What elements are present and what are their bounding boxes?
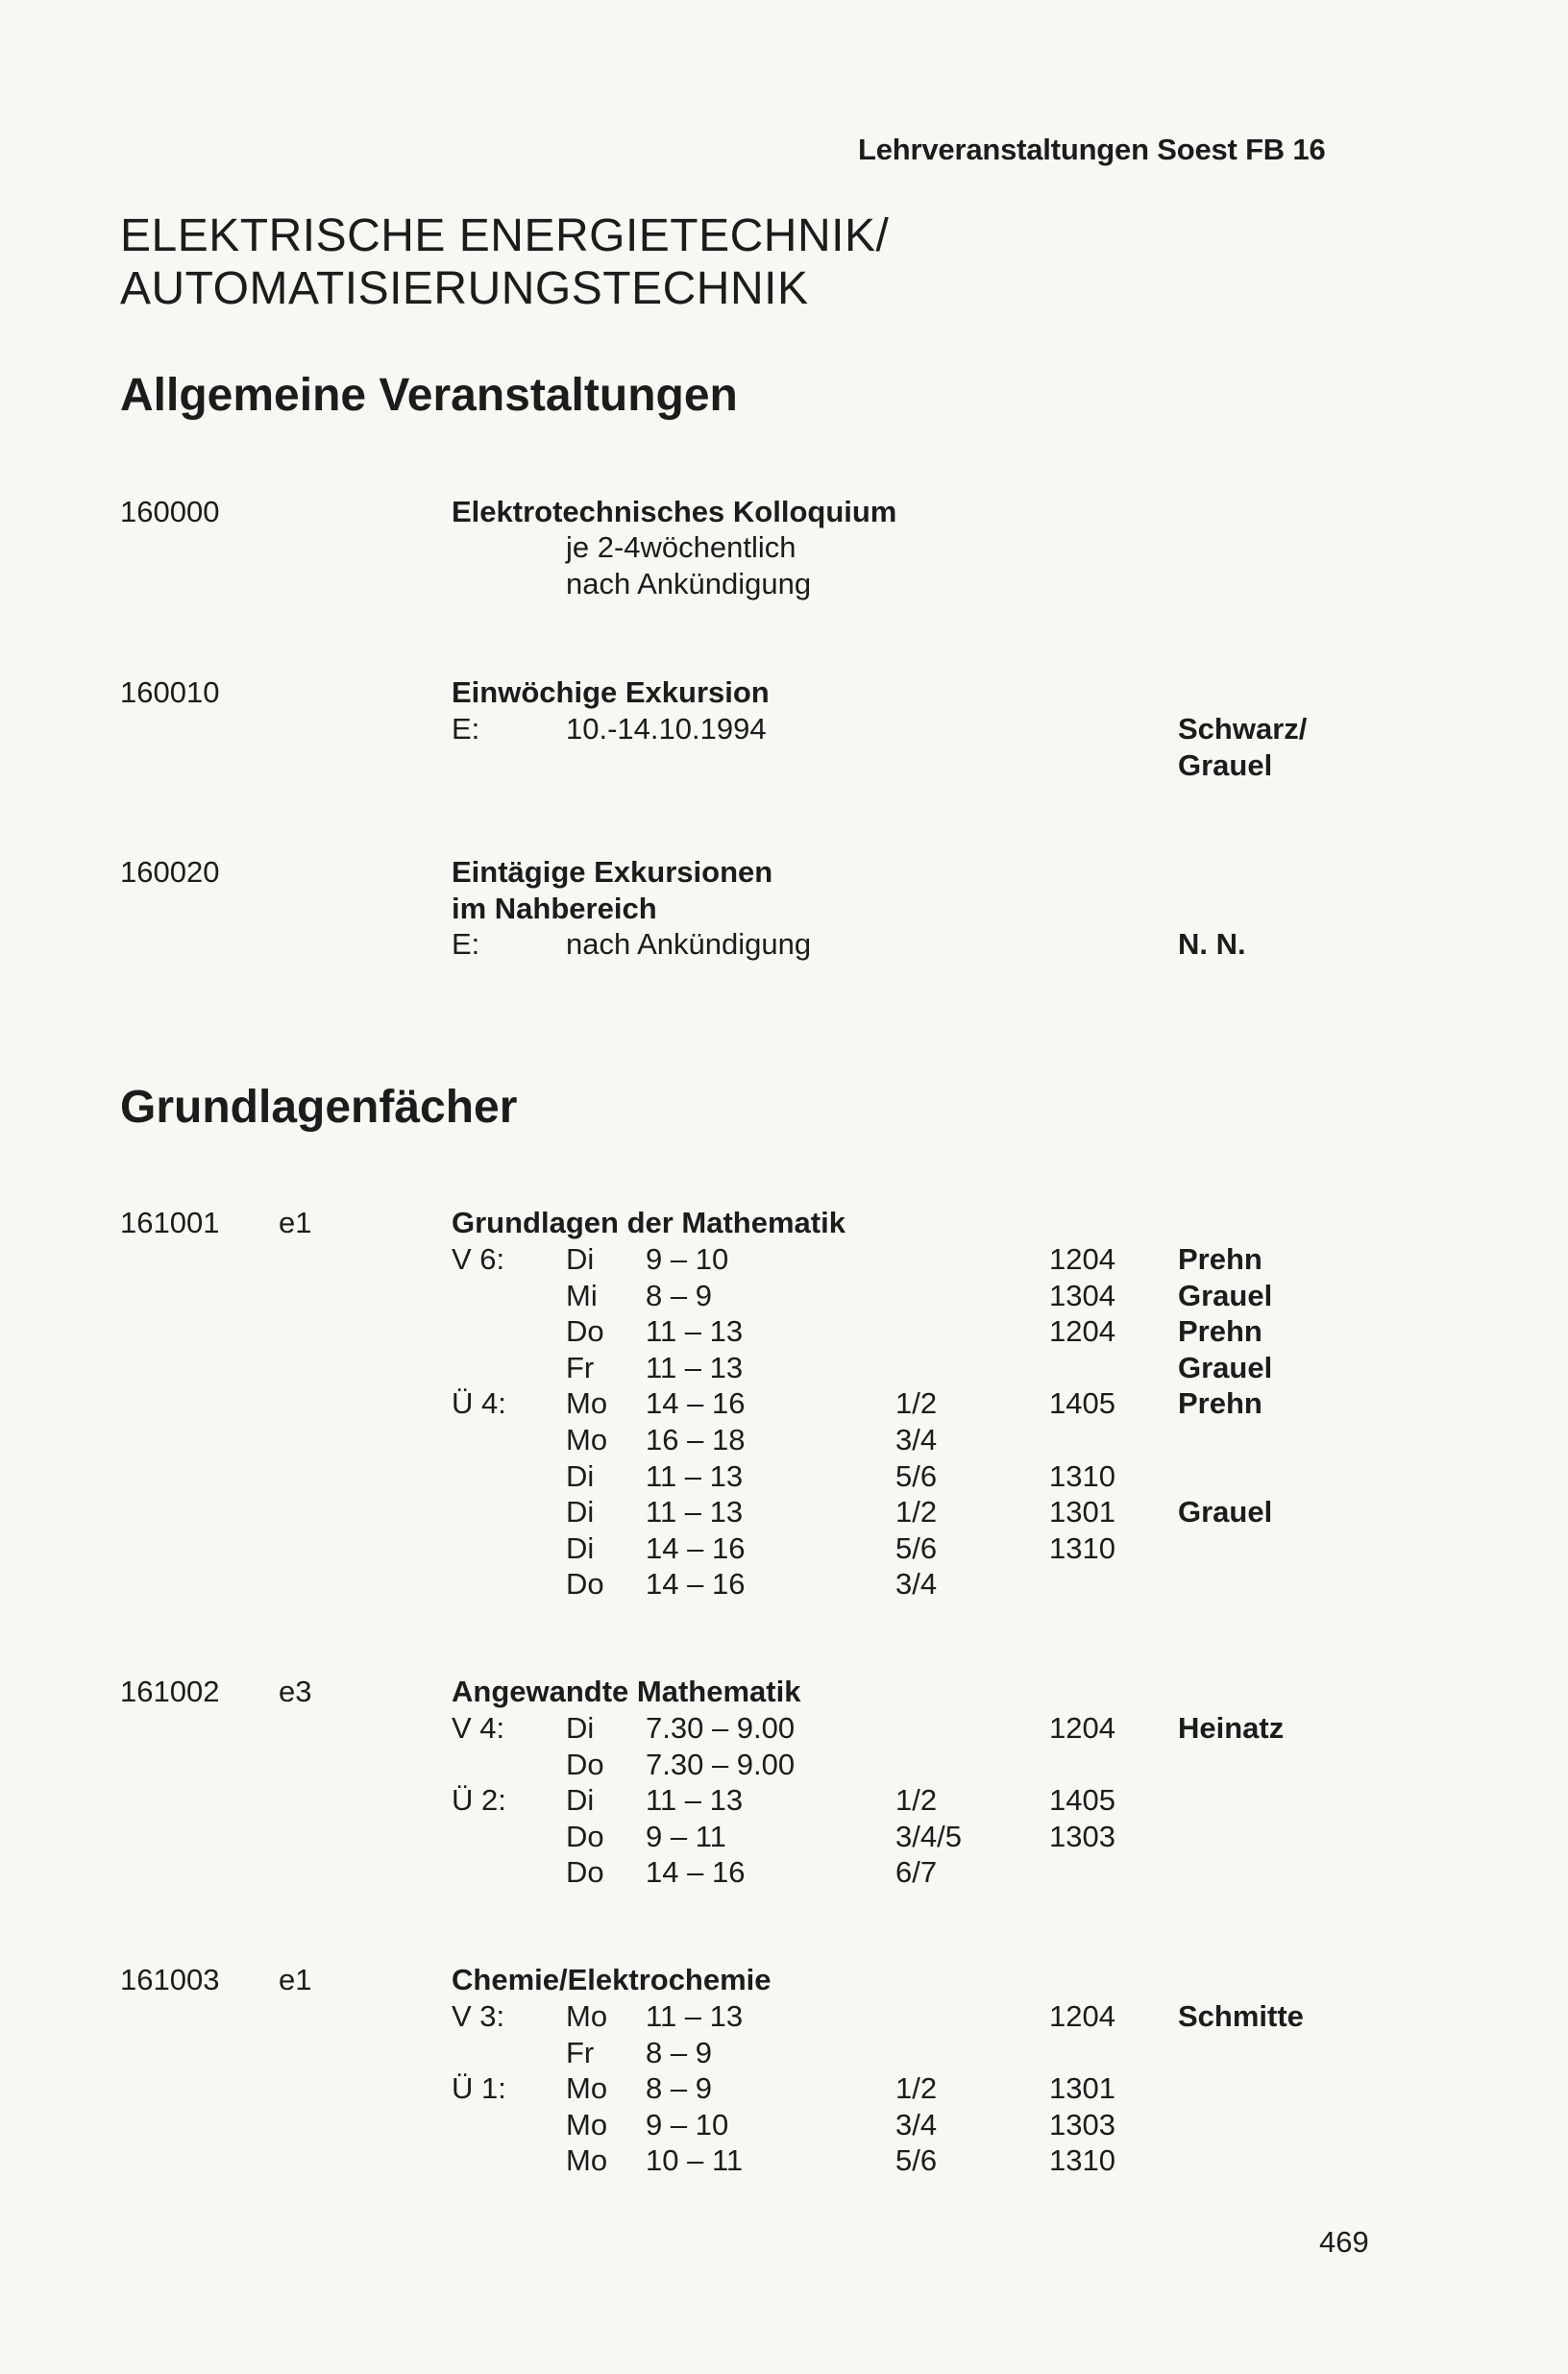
- time-slot: 11 – 13: [646, 1495, 744, 1529]
- lecturer: Prehn: [1178, 1314, 1262, 1348]
- session-type: V 4:: [452, 1711, 505, 1745]
- section-heading-general: Allgemeine Veranstaltungen: [120, 370, 738, 421]
- course-title: Chemie/Elektrochemie: [452, 1963, 772, 1996]
- schedule-row: [0, 1567, 1568, 1603]
- schedule-row: [0, 1748, 1568, 1784]
- schedule-row: [0, 1351, 1568, 1387]
- course-number: 160000: [120, 495, 220, 528]
- running-header: Lehrveranstaltungen Soest FB 16: [858, 133, 1326, 166]
- room: 1405: [1049, 1386, 1115, 1420]
- lecturer: N. N.: [1178, 927, 1246, 961]
- course-note: nach Ankündigung: [566, 567, 812, 600]
- lecturer: Prehn: [1178, 1386, 1262, 1420]
- weekday: Do: [566, 1314, 604, 1348]
- weekday: Fr: [566, 1351, 595, 1384]
- time-slot: 7.30 – 9.00: [646, 1748, 796, 1781]
- schedule-row: [0, 1855, 1568, 1892]
- group: 5/6: [895, 2143, 938, 2177]
- room: 1405: [1049, 1783, 1115, 1817]
- schedule-row: [0, 2071, 1568, 2108]
- weekday: Di: [566, 1459, 595, 1493]
- course-type: e3: [279, 1675, 312, 1708]
- session-type: Ü 2:: [452, 1783, 506, 1817]
- schedule-row: [0, 1820, 1568, 1856]
- weekday: Mo: [566, 1423, 608, 1456]
- weekday: Do: [566, 1567, 604, 1601]
- time-slot: 8 – 9: [646, 2071, 712, 2105]
- schedule-row: [0, 1242, 1568, 1279]
- room: 1303: [1049, 1820, 1115, 1853]
- session-type: Ü 4:: [452, 1386, 506, 1420]
- course-title: Elektrotechnisches Kolloquium: [452, 495, 897, 528]
- time-slot: 11 – 13: [646, 1459, 744, 1493]
- weekday: Di: [566, 1711, 595, 1745]
- room: 1301: [1049, 2071, 1115, 2105]
- course-e-label: E:: [452, 927, 480, 961]
- page-number: 469: [1319, 2225, 1369, 2259]
- session-type: V 6:: [452, 1242, 505, 1276]
- weekday: Do: [566, 1855, 604, 1889]
- group: 3/4: [895, 2108, 938, 2141]
- department-title-line1: ELEKTRISCHE ENERGIETECHNIK/: [120, 210, 890, 261]
- group: 3/4: [895, 1567, 938, 1601]
- time-slot: 14 – 16: [646, 1531, 746, 1565]
- time-slot: 8 – 9: [646, 2036, 712, 2069]
- lecturer: Grauel: [1178, 748, 1273, 782]
- lecturer: Schwarz/: [1178, 712, 1308, 746]
- course-number: 161001: [120, 1206, 220, 1239]
- course-number: 160010: [120, 675, 220, 709]
- lecturer: Grauel: [1178, 1279, 1273, 1312]
- weekday: Do: [566, 1748, 604, 1781]
- room: 1204: [1049, 1711, 1115, 1745]
- room: 1301: [1049, 1495, 1115, 1529]
- session-type: V 3:: [452, 1999, 505, 2033]
- course-title: Eintägige Exkursionen: [452, 855, 773, 889]
- time-slot: 9 – 11: [646, 1820, 726, 1853]
- course-type: e1: [279, 1963, 312, 1996]
- course-date: nach Ankündigung: [566, 927, 812, 961]
- lecturer: Prehn: [1178, 1242, 1262, 1276]
- weekday: Di: [566, 1531, 595, 1565]
- schedule-row: [0, 1495, 1568, 1531]
- weekday: Di: [566, 1495, 595, 1529]
- group: 1/2: [895, 2071, 938, 2105]
- schedule-row: [0, 1711, 1568, 1748]
- schedule-row: [0, 2036, 1568, 2072]
- course-number: 161003: [120, 1963, 220, 1996]
- weekday: Fr: [566, 2036, 595, 2069]
- schedule-row: [0, 1423, 1568, 1459]
- schedule-row: [0, 1999, 1568, 2036]
- time-slot: 9 – 10: [646, 1242, 729, 1276]
- group: 1/2: [895, 1783, 938, 1817]
- schedule-row: [0, 1279, 1568, 1315]
- weekday: Mo: [566, 1386, 608, 1420]
- room: 1310: [1049, 1531, 1115, 1565]
- time-slot: 7.30 – 9.00: [646, 1711, 796, 1745]
- course-title: im Nahbereich: [452, 892, 657, 925]
- schedule-row: [0, 1314, 1568, 1351]
- time-slot: 11 – 13: [646, 1783, 744, 1817]
- schedule-row: [0, 1386, 1568, 1423]
- group: 5/6: [895, 1531, 938, 1565]
- time-slot: 16 – 18: [646, 1423, 746, 1456]
- group: 3/4: [895, 1423, 938, 1456]
- weekday: Di: [566, 1242, 595, 1276]
- group: 3/4/5: [895, 1820, 962, 1853]
- course-date: 10.-14.10.1994: [566, 712, 767, 746]
- room: 1204: [1049, 1242, 1115, 1276]
- room: 1303: [1049, 2108, 1115, 2141]
- lecturer: Grauel: [1178, 1495, 1273, 1529]
- course-number: 160020: [120, 855, 220, 889]
- schedule-row: [0, 2108, 1568, 2144]
- room: 1204: [1049, 1314, 1115, 1348]
- room: 1310: [1049, 2143, 1115, 2177]
- time-slot: 9 – 10: [646, 2108, 729, 2141]
- schedule-row: [0, 1531, 1568, 1568]
- schedule-row: [0, 1459, 1568, 1496]
- weekday: Mo: [566, 2071, 608, 2105]
- weekday: Mo: [566, 2108, 608, 2141]
- lecturer: Heinatz: [1178, 1711, 1285, 1745]
- weekday: Di: [566, 1783, 595, 1817]
- course-number: 161002: [120, 1675, 220, 1708]
- time-slot: 11 – 13: [646, 1999, 744, 2033]
- weekday: Mo: [566, 1999, 608, 2033]
- group: 1/2: [895, 1495, 938, 1529]
- department-title-line2: AUTOMATISIERUNGSTECHNIK: [120, 263, 809, 314]
- time-slot: 10 – 11: [646, 2143, 744, 2177]
- time-slot: 8 – 9: [646, 1279, 712, 1312]
- schedule-row: [0, 2143, 1568, 2180]
- course-type: e1: [279, 1206, 312, 1239]
- schedule-row: [0, 1783, 1568, 1820]
- course-title: Grundlagen der Mathematik: [452, 1206, 845, 1239]
- group: 1/2: [895, 1386, 938, 1420]
- weekday: Do: [566, 1820, 604, 1853]
- lecturer: Grauel: [1178, 1351, 1273, 1384]
- room: 1204: [1049, 1999, 1115, 2033]
- course-title: Einwöchige Exkursion: [452, 675, 770, 709]
- room: 1304: [1049, 1279, 1115, 1312]
- course-e-label: E:: [452, 712, 480, 746]
- session-type: Ü 1:: [452, 2071, 506, 2105]
- time-slot: 14 – 16: [646, 1855, 746, 1889]
- time-slot: 11 – 13: [646, 1351, 744, 1384]
- weekday: Mo: [566, 2143, 608, 2177]
- time-slot: 11 – 13: [646, 1314, 744, 1348]
- time-slot: 14 – 16: [646, 1567, 746, 1601]
- course-note: je 2-4wöchentlich: [566, 530, 796, 564]
- course-title: Angewandte Mathematik: [452, 1675, 801, 1708]
- time-slot: 14 – 16: [646, 1386, 746, 1420]
- group: 6/7: [895, 1855, 938, 1889]
- lecturer: Schmitte: [1178, 1999, 1304, 2033]
- section-heading-basics: Grundlagenfächer: [120, 1082, 518, 1133]
- room: 1310: [1049, 1459, 1115, 1493]
- weekday: Mi: [566, 1279, 598, 1312]
- group: 5/6: [895, 1459, 938, 1493]
